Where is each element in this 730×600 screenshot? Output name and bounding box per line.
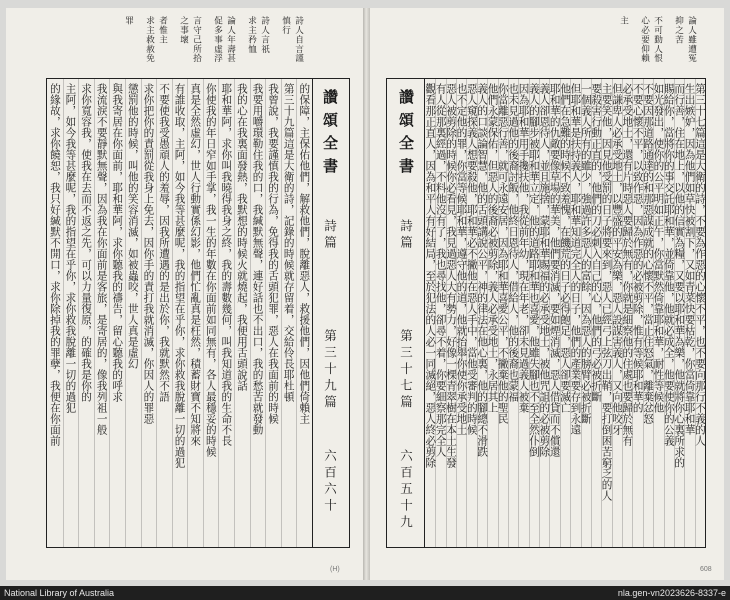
margin-note: 言守己所拾 — [191, 16, 202, 63]
text-column: 義人的腳步被耶和華立定，他的道路耶和華也喜愛，他雖失腳也不至全然仆倒 — [527, 83, 540, 457]
margin-note: 促多事虛浮 — [212, 16, 223, 63]
text-column: 我曾說，我要謹慎我的行為，免得我的舌頭犯罪，惡人在我面前的時候 — [267, 83, 280, 424]
text-column: 真是全然虛幻，世人行動實係幻影，他們忙亂真是枉然，積蓄財寶不知將來 — [189, 83, 202, 446]
margin-note: 詩人自言謹 — [293, 16, 304, 63]
margin-note: 論人年壽甚 — [225, 16, 236, 63]
text-column: 的保障，主保佑他們，解救他們，脫離惡人，救援他們，因他們倚賴主 — [298, 83, 311, 424]
text-column: 惡人被剪除的時候你必看見，我見過惡人大有勢力，好像一棵青翠樹在本土生發 — [445, 83, 458, 468]
text-column: 我流淚不要靜默無聲，因為我在你面前是客旅，是寄居的，像我列祖一般 — [95, 83, 108, 435]
right-page-frame — [424, 78, 706, 548]
text-column: 而行善，住在地上，以他的信實為糧，又要以耶和華為樂，他就將你心裏所求的 — [673, 83, 686, 468]
text-column: 與我寄居在你面前，耶和華阿，求你聽我的禱告，留心聽我的呼求 — [111, 83, 124, 402]
chapter-number: 第三十七篇 — [398, 329, 414, 412]
column-rule — [203, 79, 204, 547]
text-column: 要殺害行動正直的，他們的刀必刺入自己的心，他們的弓必被折斷 — [590, 83, 603, 402]
text-column: 因為耶和華用手攙扶他，我從前年幼，現在年老，卻未見過義人被棄 — [517, 83, 530, 413]
text-column: 也未見過他的後裔討飯，他終日恩待人，借給人，他的後裔也蒙福 — [507, 83, 520, 402]
footer-credit: National Library of Australia — [4, 588, 115, 598]
footer-identifier: nla.gen-vn2023626-8337-e — [617, 588, 726, 598]
text-column: 生出嫉妒，因為他們如草快被割下，又如青菜快要枯乾，你當倚靠耶和華 — [683, 83, 696, 435]
column-rule — [109, 79, 110, 547]
column-rule — [187, 79, 188, 547]
left-page-frame — [46, 78, 313, 548]
text-column: 一個義人所有的雖少，強過許多惡人的富餘，因為惡人的膀臂必被折斷 — [579, 83, 592, 424]
text-column: 我要用嚼環勒住我的口，我緘默無聲，連好話也不出口，我的愁苦就發動 — [251, 83, 264, 435]
book-title: 讚頌全書 — [321, 89, 339, 181]
text-column: 觀看那正直人，因為和平人有好結局，至於犯法的人必一同滅絕，惡人終必剪除 — [424, 83, 437, 468]
right-page — [370, 8, 724, 580]
column-rule — [265, 79, 266, 547]
column-rule — [156, 79, 157, 547]
text-column: 必承受地土，還有片時惡人要歸於無有，你就是細察他的住處也要歸於無有 — [621, 83, 634, 446]
text-column: 但謙卑人必承受地土，以豐盛的平安為樂，惡人設謀害義人，又向他咬牙 — [610, 83, 623, 435]
text-column: 你當離惡行善，就可永遠安居，因為耶和華喜愛公平，不撇棄他的聖民 — [496, 83, 509, 424]
text-column: 惡人窺探義人想要殺他，耶和華必不撇他在惡人手中，當他受審判的時候 — [465, 83, 478, 435]
text-column: 主要笑他，因見他受罰的日子將要來到，惡人已經弓上弦刀出鞘，要打倒困苦窮乏的人 — [600, 83, 613, 501]
column-rule — [281, 79, 282, 547]
margin-note: 詩人言祇 — [259, 16, 270, 54]
text-column: 有人從那裏經過，不料他沒有了，我也尋找他，卻尋不着，你要細察那完全人 — [434, 83, 447, 457]
text-column: 懲罰他的時候，叫他的笑容消滅，如被蟲咬，世人真是虛幻 — [126, 83, 139, 369]
text-column: 主阿，如今我等甚麼呢，我的指望在乎你，求你救我脫離一切的過犯 — [64, 83, 77, 413]
text-column: 他們永蒙保佑，但惡人的後裔必被剪除，義人必承受地土，永居其上 — [486, 83, 499, 413]
footer-bar — [0, 586, 730, 600]
text-column: 如光發出，使你的公平明如正午，你當默然倚靠耶和華，耐性等候他 — [652, 83, 665, 413]
text-column: 義人卻恩待人，並且施捨，蒙耶和華賜福的必承受地土，被他咒詛的必被剪除 — [538, 83, 551, 457]
text-column: 耶和華的仇敵要像草場的華美，他們要消滅，要如煙消滅，惡人借貸而不償還 — [548, 83, 561, 457]
text-column: 但耶和華是扶持義人，耶和華知道完全人的日子，他們的產業要存到永遠 — [569, 83, 582, 435]
margin-notes — [46, 14, 311, 76]
text-column: 第三十七篇這是大衛的詩，不要為作惡的心懷不平，也不要向那行不義的人 — [693, 83, 706, 446]
column-rule — [78, 79, 79, 547]
text-column: 我的心在我裏面發熱，我默想的時候火就燒起，我便用舌頭說話 — [235, 83, 248, 391]
margin-note: 慎行 — [280, 16, 291, 35]
column-rule — [250, 79, 251, 547]
text-column: 第三十九篇這是大衛的詩，記錄的時候就存留着，交給伶長耶杜頓 — [282, 83, 295, 402]
margin-note: 論人雖遭冤 — [686, 16, 697, 63]
text-column: 耶和華阿，求你叫我曉得我身之終，我的壽數幾何，叫我知道我的生命不長 — [220, 83, 233, 446]
column-rule — [234, 79, 235, 547]
margin-note: 求主救赦免 — [144, 16, 155, 63]
book-title: 讚頌全書 — [397, 89, 415, 181]
column-rule — [63, 79, 64, 547]
right-header-strip — [386, 78, 425, 548]
page-number: 六百五十九 — [398, 449, 414, 532]
text-column: 你使我的年日窄如手掌，我一生的年數在你面前如同無有，各人最穩妥的時候 — [204, 83, 217, 457]
margin-note: 之事壞 — [178, 16, 189, 45]
text-column: 不要因那道路通達的和那惡謀成就的心懷不平，當止住怒氣，離棄忿怒 — [642, 83, 655, 424]
text-column: 不要使我受愚頑人的羞辱，因我所遭遇的是出於你，我就默然不語 — [158, 83, 170, 402]
margin-note: 罪 — [123, 16, 134, 26]
page-number: 六百六十 — [322, 449, 338, 515]
section-name: 詩篇 — [322, 219, 338, 252]
text-column: 求你寬容我，使我在去而不返之先，可以力量復原，的確我是你的 — [80, 83, 93, 402]
margin-note: 不可動人恨 — [652, 16, 663, 63]
pencil-mark-right: 608 — [700, 566, 712, 573]
text-column: 賜給你，當將你的事交託耶和華，並倚靠他，他就必成全，他要使你的公義 — [662, 83, 675, 446]
left-header-strip — [311, 78, 350, 548]
column-rule — [141, 79, 142, 547]
margin-note: 求主矜恤 — [246, 16, 257, 54]
margin-note: 抑之苦 — [673, 16, 684, 45]
left-page — [6, 8, 363, 580]
margin-note: 心必要仰賴 — [639, 16, 650, 63]
text-column: 也不定他的罪，你當等候耶和華，遵守他的道，他就抬舉你使你承受地土 — [455, 83, 468, 435]
text-column: 義人的口談論智慧，他的舌頭講說公平，神的律法在他心裏，他的腳總不滑跌 — [476, 83, 489, 457]
text-column: 不要心懷不平，以致作惡，因為作惡的必被剪除，惟有等候耶和華的 — [631, 83, 644, 413]
pencil-mark-left: (H) — [330, 566, 340, 573]
margin-note: 主 — [618, 16, 629, 26]
column-rule — [296, 79, 297, 547]
margin-note: 者惟主 — [157, 16, 168, 45]
column-rule — [125, 79, 126, 547]
text-column: 求你把你的責罰從我身上免去，因你手的責打我就消滅，你因人的罪惡 — [142, 83, 155, 424]
text-column: 有誰收取，主阿，如今我等甚麼呢，我的指望在乎你，求你救我脫離一切的過犯 — [173, 83, 186, 468]
margin-notes — [424, 14, 704, 76]
column-rule — [172, 79, 173, 547]
text-column: 他們在急難的時候不致羞愧，在饑荒的日子必得飽足，惡人卻要滅亡 — [559, 83, 572, 413]
section-name: 詩篇 — [398, 219, 414, 252]
column-rule — [218, 79, 219, 547]
chapter-number: 第三十九篇 — [322, 329, 338, 412]
text-column: 的緣故，求你饒恕，我只好緘默不開口，求你除掉我的罪孽，我便在你面前 — [48, 83, 61, 446]
book-gutter — [363, 8, 370, 580]
column-rule — [94, 79, 95, 547]
